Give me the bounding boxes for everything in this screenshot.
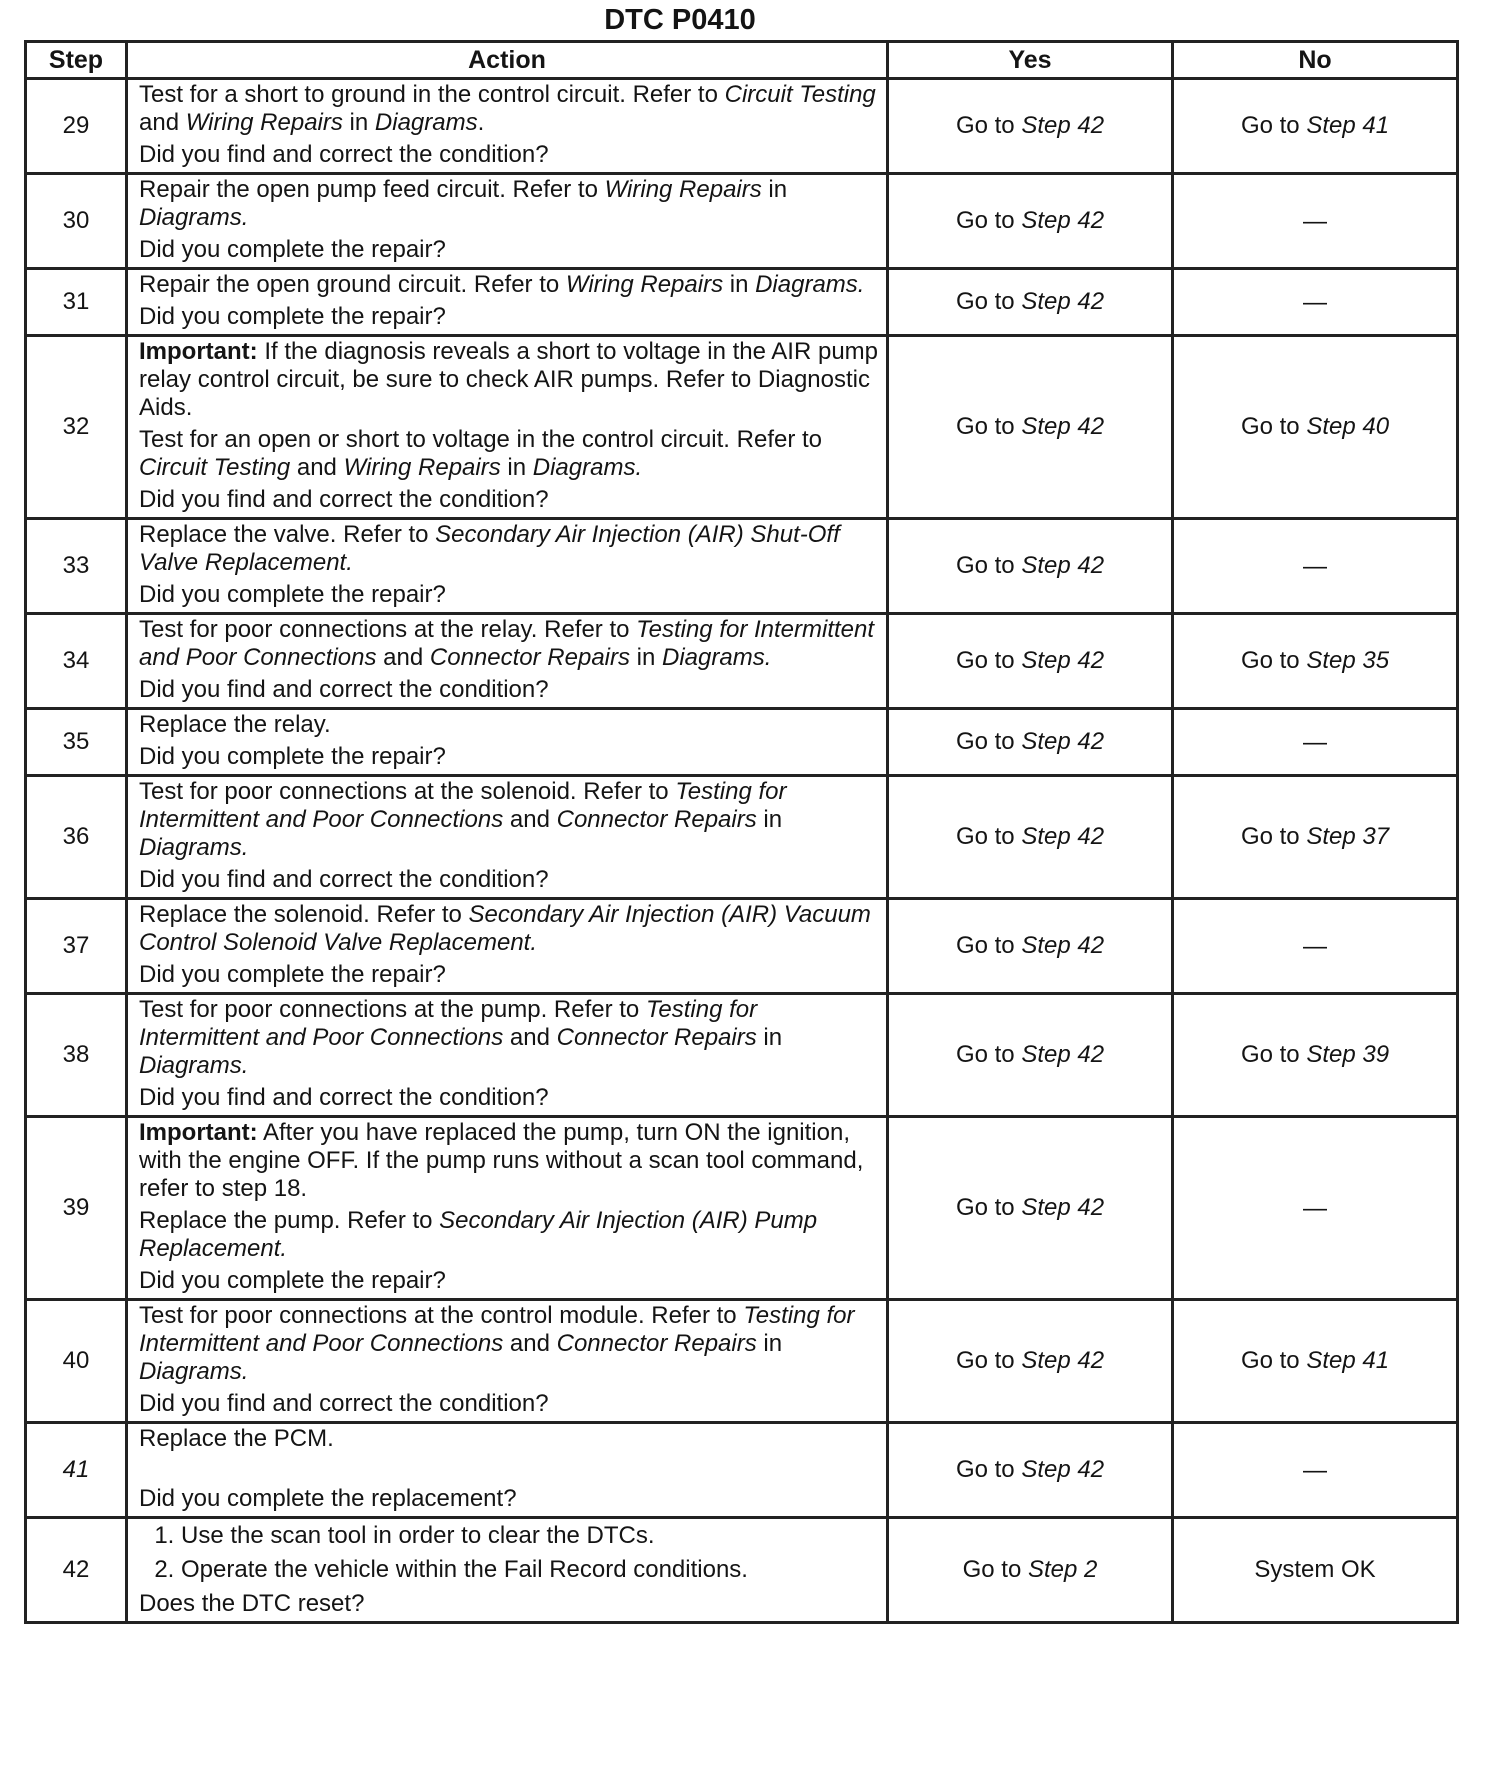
reference-text: Step 42	[1021, 728, 1105, 755]
action-cell	[127, 709, 888, 776]
question-text: Did you complete the replacement?	[139, 1485, 517, 1512]
text-run: Go to	[955, 823, 1022, 850]
reference-text: Connector Repairs	[556, 1024, 757, 1051]
reference-text: Testing for Intermittent and Poor Connections	[139, 996, 758, 1051]
action-paragraph	[139, 1302, 878, 1386]
text-run: Go to	[955, 1347, 1022, 1374]
text-run: Go to	[955, 1194, 1022, 1221]
no-cell	[1173, 336, 1458, 519]
question-text: Did you complete the repair?	[139, 581, 446, 608]
text-run: in	[756, 1330, 783, 1357]
yes-cell	[888, 1117, 1173, 1300]
text-run: Go to	[1240, 823, 1307, 850]
text-run: Replace the solenoid. Refer to	[139, 901, 469, 928]
reference-text: Step 2	[1027, 1556, 1098, 1583]
action-cell	[127, 336, 888, 519]
text-run: Go to	[1240, 112, 1307, 139]
header-step: Step	[26, 42, 127, 79]
action-paragraph	[139, 901, 878, 957]
step-number: 30	[26, 174, 127, 269]
step-number: 38	[26, 994, 127, 1117]
table-row	[26, 1117, 1458, 1300]
reference-text: Step 42	[1021, 932, 1105, 959]
text-run: in	[630, 644, 663, 671]
text-run: Go to	[962, 1556, 1028, 1583]
action-paragraph	[139, 616, 878, 672]
text-run: and	[503, 1024, 557, 1051]
reference-text: Step 42	[1021, 207, 1105, 234]
no-cell	[1173, 1117, 1458, 1300]
step-number: 31	[26, 269, 127, 336]
text-run: Replace the relay.	[139, 711, 331, 738]
spacer	[139, 1453, 878, 1481]
text-run: Go to	[955, 552, 1022, 579]
yes-cell	[888, 1423, 1173, 1518]
text-run: Go to	[955, 932, 1022, 959]
reference-text: Step 42	[1021, 1194, 1105, 1221]
action-paragraph	[139, 271, 878, 299]
action-cell	[127, 899, 888, 994]
no-cell	[1173, 1300, 1458, 1423]
table-row	[26, 519, 1458, 614]
question-text: Did you find and correct the condition?	[139, 676, 549, 703]
reference-text: Diagrams.	[755, 271, 865, 298]
action-cell	[127, 994, 888, 1117]
text-run: and	[139, 109, 186, 136]
text-run: Go to	[1240, 1347, 1307, 1374]
yes-cell	[888, 1518, 1173, 1623]
text-run: —	[1303, 288, 1327, 316]
reference-text: Step 42	[1021, 288, 1105, 315]
table-row	[26, 994, 1458, 1117]
action-cell	[127, 776, 888, 899]
text-run: Repair the open pump feed circuit. Refer to	[139, 176, 605, 203]
text-run: Go to	[1240, 647, 1307, 674]
text-run: Test for poor connections at the control module. Refer to	[139, 1302, 744, 1329]
bold-label: Important:	[139, 338, 258, 365]
text-run: After you have replaced the pump, turn ON the ignition, with the engine OFF. If the pump runs without a scan tool command, refer to step 18.	[139, 1119, 864, 1202]
text-run: Go to	[955, 112, 1022, 139]
reference-text: Step 39	[1306, 1041, 1390, 1068]
reference-text: Step 35	[1306, 647, 1390, 674]
text-run: Replace the valve. Refer to	[139, 521, 436, 548]
bold-label: Important:	[139, 1119, 258, 1146]
action-paragraph	[139, 996, 878, 1080]
reference-text: Step 42	[1021, 112, 1105, 139]
dtc-table	[24, 40, 1459, 1624]
question-text: Did you find and correct the condition?	[139, 1084, 549, 1111]
text-run: in	[761, 176, 788, 203]
no-cell	[1173, 994, 1458, 1117]
no-cell	[1173, 79, 1458, 174]
action-paragraph	[139, 778, 878, 862]
no-cell	[1173, 776, 1458, 899]
action-cell	[127, 79, 888, 174]
action-paragraph	[139, 338, 878, 422]
reference-text: Secondary Air Injection (AIR) Vacuum Control Solenoid Valve Replacement.	[139, 901, 871, 956]
question-text: Did you find and correct the condition?	[139, 486, 549, 513]
table-row	[26, 336, 1458, 519]
text-run: —	[1303, 1456, 1327, 1484]
reference-text: Step 42	[1021, 823, 1105, 850]
table-row	[26, 899, 1458, 994]
yes-cell	[888, 709, 1173, 776]
yes-cell	[888, 79, 1173, 174]
header-action: Action	[127, 42, 888, 79]
text-run: —	[1303, 1194, 1327, 1222]
reference-text: Step 40	[1306, 413, 1390, 440]
table-row	[26, 174, 1458, 269]
yes-cell	[888, 269, 1173, 336]
reference-text: Diagrams.	[139, 1052, 249, 1079]
question-text: Does the DTC reset?	[139, 1590, 365, 1617]
step-number: 40	[26, 1300, 127, 1423]
text-run: Test for poor connections at the pump. Refer to	[139, 996, 646, 1023]
no-cell	[1173, 174, 1458, 269]
reference-text: Step 41	[1306, 1347, 1390, 1374]
step-number: 37	[26, 899, 127, 994]
reference-text: Diagrams	[374, 109, 478, 136]
document-title: DTC P0410	[604, 4, 756, 36]
text-run: If the diagnosis reveals a short to voltage in the AIR pump relay control circuit, be sure to check AIR pumps. Refer to Diagnostic Aids.	[139, 338, 879, 421]
reference-text: Secondary Air Injection (AIR) Shut-Off Valve Replacement.	[139, 521, 840, 576]
no-cell	[1173, 1518, 1458, 1623]
text-run: Go to	[955, 288, 1022, 315]
reference-text: Step 42	[1021, 1041, 1105, 1068]
table-row	[26, 79, 1458, 174]
text-run: Go to	[955, 207, 1022, 234]
reference-text: Diagrams.	[532, 454, 643, 481]
reference-text: Diagrams.	[662, 644, 772, 671]
yes-cell	[888, 174, 1173, 269]
table-row	[26, 1300, 1458, 1423]
question-text: Did you complete the repair?	[139, 236, 446, 263]
no-cell	[1173, 614, 1458, 709]
question-text: Did you find and correct the condition?	[139, 866, 549, 893]
step-number: 34	[26, 614, 127, 709]
yes-cell	[888, 776, 1173, 899]
yes-cell	[888, 899, 1173, 994]
text-run: —	[1303, 932, 1327, 960]
action-cell	[127, 1518, 888, 1623]
action-paragraph	[139, 521, 878, 577]
step-number: 42	[26, 1518, 127, 1623]
text-run: and	[376, 644, 430, 671]
yes-cell	[888, 519, 1173, 614]
reference-text: Step 37	[1306, 823, 1390, 850]
question-text: Did you complete the repair?	[139, 303, 446, 330]
yes-cell	[888, 336, 1173, 519]
text-run: .	[477, 109, 485, 136]
reference-text: Step 42	[1021, 1456, 1105, 1483]
reference-text: Circuit Testing	[724, 81, 876, 108]
no-cell	[1173, 269, 1458, 336]
text-run: Go to	[1240, 1041, 1307, 1068]
action-cell	[127, 269, 888, 336]
reference-text: Step 42	[1021, 647, 1105, 674]
action-paragraph	[139, 176, 878, 232]
action-cell	[127, 1300, 888, 1423]
question-text: Did you complete the repair?	[139, 1267, 446, 1294]
action-cell	[127, 174, 888, 269]
table-row	[26, 776, 1458, 899]
reference-text: Testing for Intermittent and Poor Connections	[139, 616, 875, 671]
reference-text: Diagrams.	[139, 1358, 249, 1385]
action-cell	[127, 1117, 888, 1300]
table-body	[26, 79, 1458, 1623]
yes-cell	[888, 614, 1173, 709]
text-run: and	[503, 1330, 557, 1357]
action-cell	[127, 1423, 888, 1518]
reference-text: Connector Repairs	[429, 644, 630, 671]
text-run: Go to	[955, 1041, 1022, 1068]
text-run: Go to	[1240, 413, 1307, 440]
action-paragraph	[139, 1425, 878, 1453]
question-text: Did you find and correct the condition?	[139, 141, 549, 168]
text-run: in	[342, 109, 375, 136]
text-run: Go to	[955, 647, 1022, 674]
text-run: in	[500, 454, 533, 481]
question-text: Did you complete the repair?	[139, 961, 446, 988]
text-run: Test for an open or short to voltage in the control circuit. Refer to	[139, 426, 823, 453]
action-list	[139, 1522, 878, 1584]
text-run: —	[1303, 552, 1327, 580]
header-no: No	[1173, 42, 1458, 79]
reference-text: Wiring Repairs	[343, 454, 501, 481]
yes-cell	[888, 994, 1173, 1117]
step-number: 41	[26, 1423, 127, 1518]
action-paragraph	[139, 1119, 878, 1203]
text-run: in	[756, 806, 783, 833]
no-cell	[1173, 519, 1458, 614]
yes-cell	[888, 1300, 1173, 1423]
text-run: —	[1303, 728, 1327, 756]
reference-text: Circuit Testing	[139, 454, 291, 481]
table-row	[26, 269, 1458, 336]
text-run: Go to	[955, 1456, 1022, 1483]
reference-text: Step 42	[1021, 552, 1105, 579]
action-paragraph	[139, 426, 878, 482]
text-run: and	[290, 454, 344, 481]
reference-text: Step 42	[1021, 1347, 1105, 1374]
question-text: Did you complete the repair?	[139, 743, 446, 770]
reference-text: Diagrams.	[139, 834, 249, 861]
text-run: Replace the PCM.	[139, 1425, 334, 1452]
no-cell	[1173, 709, 1458, 776]
text-run: Go to	[955, 728, 1022, 755]
text-run: in	[723, 271, 756, 298]
reference-text: Testing for Intermittent and Poor Connections	[139, 1302, 855, 1357]
reference-text: Step 41	[1306, 112, 1390, 139]
action-cell	[127, 519, 888, 614]
list-item: 2. Operate the vehicle within the Fail Record conditions.	[181, 1556, 878, 1584]
text-run: Go to	[955, 413, 1022, 440]
reference-text: Connector Repairs	[556, 806, 757, 833]
reference-text: Wiring Repairs	[565, 271, 724, 298]
text-run: Test for poor connections at the relay. Refer to	[139, 616, 637, 643]
action-paragraph	[139, 711, 878, 739]
text-run: Replace the pump. Refer to	[139, 1207, 440, 1234]
text-run: —	[1303, 207, 1327, 235]
reference-text: Step 42	[1021, 413, 1105, 440]
action-paragraph	[139, 81, 878, 137]
table-row	[26, 1518, 1458, 1623]
action-cell	[127, 614, 888, 709]
table-row	[26, 1423, 1458, 1518]
table-row	[26, 614, 1458, 709]
reference-text: Wiring Repairs	[185, 109, 343, 136]
text-run: Repair the open ground circuit. Refer to	[139, 271, 566, 298]
reference-text: Testing for Intermittent and Poor Connections	[139, 778, 787, 833]
text-run: and	[503, 806, 557, 833]
no-cell	[1173, 899, 1458, 994]
step-number: 33	[26, 519, 127, 614]
step-number: 32	[26, 336, 127, 519]
reference-text: Diagrams.	[139, 204, 249, 231]
list-item: 1. Use the scan tool in order to clear the DTCs.	[181, 1522, 878, 1550]
no-cell	[1173, 1423, 1458, 1518]
header-yes: Yes	[888, 42, 1173, 79]
text-run: in	[756, 1024, 783, 1051]
step-number: 36	[26, 776, 127, 899]
action-paragraph	[139, 1207, 878, 1263]
step-number: 39	[26, 1117, 127, 1300]
step-number: 35	[26, 709, 127, 776]
reference-text: Connector Repairs	[556, 1330, 757, 1357]
text-run: Test for a short to ground in the control circuit. Refer to	[139, 81, 725, 108]
text-run: Test for poor connections at the solenoid. Refer to	[139, 778, 676, 805]
step-number: 29	[26, 79, 127, 174]
reference-text: Wiring Repairs	[604, 176, 762, 203]
text-run: System OK	[1254, 1556, 1376, 1583]
header-row	[26, 42, 1458, 79]
question-text: Did you find and correct the condition?	[139, 1390, 549, 1417]
table-row	[26, 709, 1458, 776]
reference-text: Secondary Air Injection (AIR) Pump Replacement.	[139, 1207, 818, 1262]
